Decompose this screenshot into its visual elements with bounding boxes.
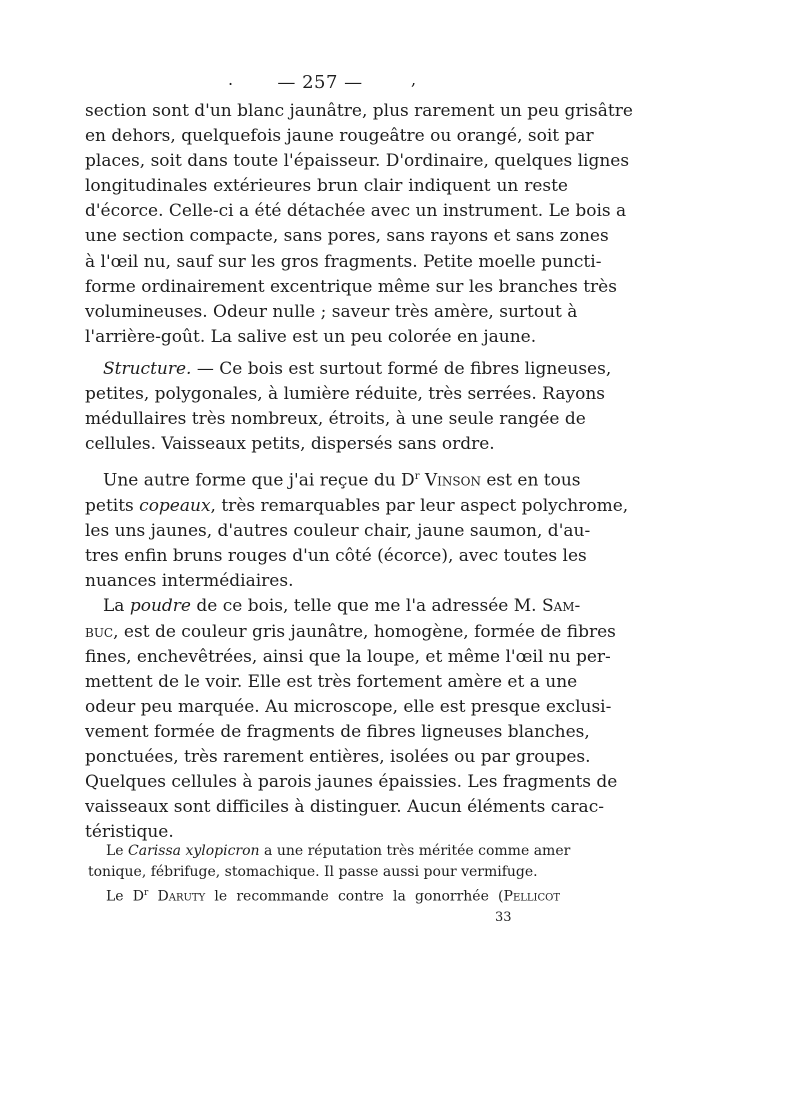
text-line: fines, enchevêtrées, ainsi que la loupe, et même l'œil nu per- — [85, 646, 611, 667]
structure-heading: Structure. — [103, 358, 192, 379]
text-line: ponctuées, très rarement entières, isolées ou par groupes. — [85, 747, 591, 767]
page-number: — 257 — — [277, 72, 363, 93]
main-text — [85, 99, 633, 845]
text-line: volumineuses. Odeur nulle ; saveur très amère, surtout à — [85, 301, 578, 322]
text-line: buc, est de couleur gris jaunâtre, homogène, formée de fibres — [85, 621, 616, 642]
text-line: forme ordinairement excentrique même sur les branches très — [85, 276, 617, 297]
text-line: places, soit dans toute l'épaisseur. D'ordinaire, quelques lignes — [85, 151, 630, 172]
note-line: tonique, fébrifuge, stomachique. Il passe aussi pour vermifuge. — [88, 864, 538, 880]
text-line: les uns jaunes, d'autres couleur chair, jaune saumon, d'au- — [85, 521, 591, 542]
text-line: Quelques cellules à parois jaunes épaissies. Les fragments de — [85, 772, 618, 793]
text-line: cellules. Vaisseaux petits, dispersés sans ordre. — [85, 434, 495, 455]
note-line: Le $D^r$ Daruty le recommande contre la gonorrhée (Pellicot — [106, 888, 561, 905]
text-line: nuances intermédiaires. — [85, 571, 294, 592]
text-line: petits copeaux, très remarquables par leur aspect polychrome, — [85, 496, 629, 517]
text-line: en dehors, quelquefois jaune rougeâtre ou orangé, soit par — [85, 126, 594, 147]
text-line: mettent de le voir. Elle est très fortement amère et a une — [85, 671, 578, 692]
text-line: à l'œil nu, sauf sur les gros fragments. Petite moelle puncti- — [85, 251, 602, 272]
text-line: section sont d'un blanc jaunâtre, plus rarement un peu grisâtre — [85, 101, 633, 121]
text-line: l'arrière-goût. La salive est un peu colorée en jaune. — [85, 326, 537, 347]
text-line: médullaires très nombreux, étroits, à une seule rangée de — [85, 409, 586, 430]
text-line: tres enfin bruns rouges d'un côté (écorce), avec toutes les — [85, 546, 587, 567]
text-line: La poudre de ce bois, telle que me l'a adressée M. Sam- — [103, 596, 581, 617]
footnotes — [88, 841, 571, 908]
note-line: Le Carissa xylopicron a une réputation très méritée comme amer — [106, 843, 571, 859]
text-line: odeur peu marquée. Au microscope, elle est presque exclusi- — [85, 696, 612, 717]
signature-mark: 33 — [495, 910, 512, 925]
text-line: Une autre forme que j'ai reçue du $D^r$ Vinson est en tous — [103, 470, 581, 491]
text-line: d'écorce. Celle-ci a été détachée avec un instrument. Le bois a — [85, 201, 627, 222]
text-line: une section compacte, sans pores, sans rayons et sans zones — [85, 226, 609, 247]
text-line: vement formée de fragments de fibres ligneuses blanches, — [85, 721, 590, 742]
header-dot-left: . — [228, 70, 234, 89]
header-dot-right: , — [411, 70, 417, 89]
text-line: petites, polygonales, à lumière réduite, très serrées. Rayons — [85, 384, 605, 405]
text-line: longitudinales extérieures brun clair indiquent un reste — [85, 176, 568, 197]
page-header — [80, 72, 560, 93]
text-line: téristique. — [85, 822, 174, 843]
text-line: vaisseaux sont difficiles à distinguer. Aucun éléments carac- — [85, 797, 604, 818]
text-line: Structure. — Ce bois est surtout formé de fibres ligneuses, — [103, 358, 612, 379]
